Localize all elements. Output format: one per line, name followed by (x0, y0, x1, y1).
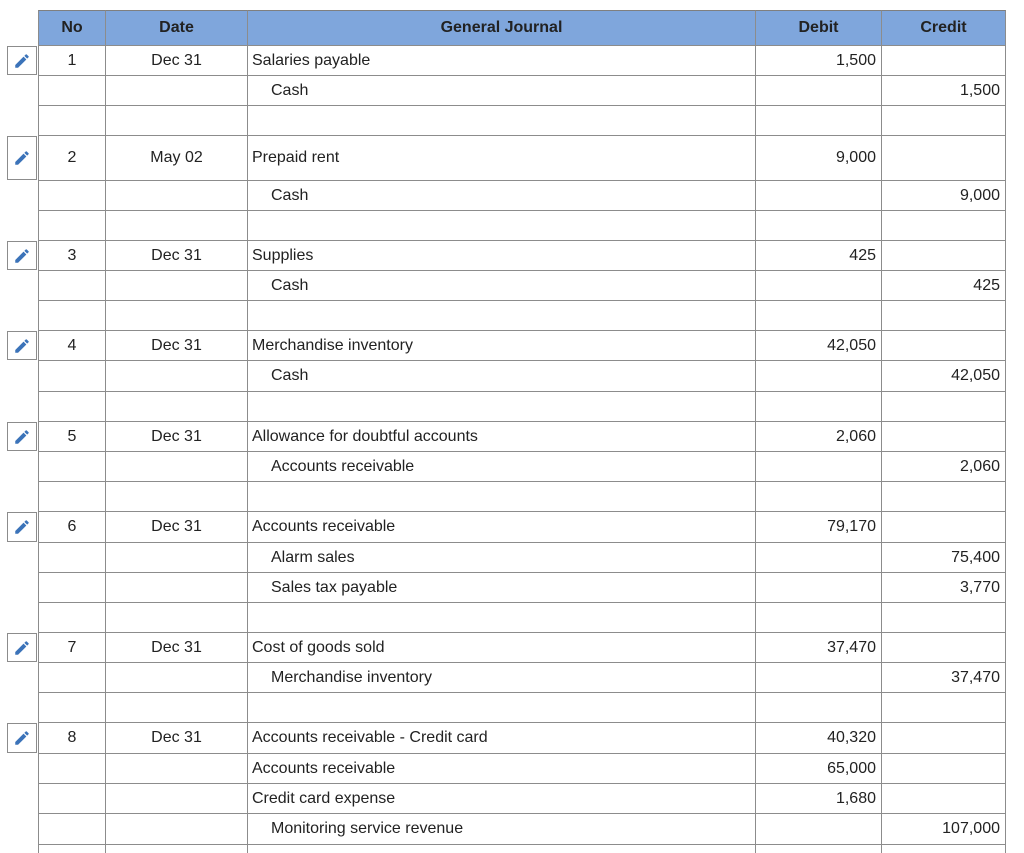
cell-account: Accounts receivable - Credit card (247, 722, 755, 753)
cell-no (38, 300, 105, 330)
table-header (0, 10, 1024, 45)
cell-date (105, 844, 247, 853)
cell-credit (881, 783, 1006, 813)
cell-account (247, 692, 755, 722)
cell-account (247, 105, 755, 135)
cell-account (247, 391, 755, 421)
table-row-blank (0, 844, 1024, 853)
table-row (0, 542, 1024, 572)
table-row-blank (0, 692, 1024, 722)
pencil-icon (13, 639, 31, 657)
cell-no: 2 (38, 135, 105, 180)
cell-no (38, 753, 105, 783)
cell-debit (755, 542, 881, 572)
cell-no: 4 (38, 330, 105, 360)
table-row (0, 135, 1024, 180)
table-row-blank (0, 602, 1024, 632)
pencil-icon (13, 518, 31, 536)
cell-account: Cash (247, 180, 755, 210)
cell-debit (755, 180, 881, 210)
table-row-blank (0, 210, 1024, 240)
cell-debit: 2,060 (755, 421, 881, 451)
cell-account (247, 300, 755, 330)
cell-account: Sales tax payable (247, 572, 755, 602)
pencil-icon (13, 729, 31, 747)
cell-no: 7 (38, 632, 105, 662)
table-row (0, 783, 1024, 813)
cell-account: Cash (247, 75, 755, 105)
cell-no (38, 813, 105, 844)
cell-credit (881, 105, 1006, 135)
table-row (0, 360, 1024, 391)
cell-debit: 42,050 (755, 330, 881, 360)
cell-debit: 37,470 (755, 632, 881, 662)
edit-entry-button[interactable] (7, 512, 37, 542)
table-row (0, 180, 1024, 210)
table-row (0, 45, 1024, 75)
cell-debit: 65,000 (755, 753, 881, 783)
cell-account: Credit card expense (247, 783, 755, 813)
cell-no (38, 360, 105, 391)
cell-credit (881, 210, 1006, 240)
cell-debit: 40,320 (755, 722, 881, 753)
cell-debit (755, 300, 881, 330)
header-no: No (38, 10, 105, 45)
table-row-blank (0, 481, 1024, 511)
cell-account: Monitoring service revenue (247, 813, 755, 844)
cell-date: Dec 31 (105, 632, 247, 662)
table-row (0, 330, 1024, 360)
table-row (0, 632, 1024, 662)
cell-date (105, 270, 247, 300)
cell-no (38, 180, 105, 210)
cell-credit (881, 481, 1006, 511)
cell-credit: 3,770 (881, 572, 1006, 602)
cell-credit: 107,000 (881, 813, 1006, 844)
cell-credit: 42,050 (881, 360, 1006, 391)
cell-credit (881, 844, 1006, 853)
cell-date: May 02 (105, 135, 247, 180)
cell-credit (881, 330, 1006, 360)
cell-account: Prepaid rent (247, 135, 755, 180)
cell-no (38, 602, 105, 632)
table-row (0, 572, 1024, 602)
cell-debit (755, 662, 881, 692)
cell-date (105, 753, 247, 783)
cell-credit (881, 391, 1006, 421)
header-credit: Credit (881, 10, 1006, 45)
cell-no: 6 (38, 511, 105, 542)
cell-credit (881, 632, 1006, 662)
table-row (0, 451, 1024, 481)
cell-credit (881, 722, 1006, 753)
cell-account: Merchandise inventory (247, 662, 755, 692)
cell-account: Accounts receivable (247, 451, 755, 481)
cell-debit (755, 270, 881, 300)
cell-date: Dec 31 (105, 511, 247, 542)
cell-debit (755, 602, 881, 632)
cell-debit (755, 105, 881, 135)
table-row (0, 662, 1024, 692)
table-row-blank (0, 300, 1024, 330)
table-row-blank (0, 391, 1024, 421)
cell-credit (881, 511, 1006, 542)
table-row (0, 270, 1024, 300)
cell-no (38, 542, 105, 572)
cell-debit (755, 572, 881, 602)
cell-account: Merchandise inventory (247, 330, 755, 360)
cell-account: Cash (247, 360, 755, 391)
cell-no (38, 75, 105, 105)
cell-date: Dec 31 (105, 330, 247, 360)
cell-account: Cash (247, 270, 755, 300)
cell-date (105, 692, 247, 722)
header-debit: Debit (755, 10, 881, 45)
edit-entry-button[interactable] (7, 136, 37, 180)
cell-no (38, 662, 105, 692)
cell-credit (881, 45, 1006, 75)
edit-entry-button[interactable] (7, 723, 37, 753)
cell-credit (881, 421, 1006, 451)
cell-debit: 425 (755, 240, 881, 270)
cell-debit (755, 481, 881, 511)
cell-no (38, 391, 105, 421)
cell-debit (755, 451, 881, 481)
cell-no (38, 451, 105, 481)
cell-date (105, 813, 247, 844)
cell-date (105, 542, 247, 572)
cell-date (105, 105, 247, 135)
cell-date (105, 662, 247, 692)
table-row-blank (0, 105, 1024, 135)
cell-credit (881, 240, 1006, 270)
cell-credit: 75,400 (881, 542, 1006, 572)
table-row (0, 240, 1024, 270)
cell-date (105, 451, 247, 481)
header-date: Date (105, 10, 247, 45)
cell-no (38, 105, 105, 135)
cell-no (38, 692, 105, 722)
cell-credit (881, 692, 1006, 722)
cell-account: Accounts receivable (247, 511, 755, 542)
table-row (0, 813, 1024, 844)
cell-account: Cost of goods sold (247, 632, 755, 662)
cell-debit: 1,680 (755, 783, 881, 813)
cell-account (247, 210, 755, 240)
cell-debit (755, 75, 881, 105)
cell-no: 1 (38, 45, 105, 75)
cell-account: Supplies (247, 240, 755, 270)
edit-entry-button[interactable] (7, 331, 37, 360)
cell-no (38, 783, 105, 813)
cell-debit: 9,000 (755, 135, 881, 180)
edit-entry-button[interactable] (7, 241, 37, 270)
cell-date: Dec 31 (105, 45, 247, 75)
edit-entry-button[interactable] (7, 46, 37, 75)
cell-credit: 1,500 (881, 75, 1006, 105)
table-row (0, 753, 1024, 783)
cell-credit: 2,060 (881, 451, 1006, 481)
cell-debit (755, 813, 881, 844)
cell-date (105, 360, 247, 391)
table-bottom-border (38, 844, 1006, 845)
cell-no (38, 270, 105, 300)
cell-account: Allowance for doubtful accounts (247, 421, 755, 451)
pencil-icon (13, 247, 31, 265)
cell-date (105, 75, 247, 105)
cell-debit: 79,170 (755, 511, 881, 542)
header-general-journal: General Journal (247, 10, 755, 45)
edit-entry-button[interactable] (7, 633, 37, 662)
pencil-icon (13, 337, 31, 355)
cell-debit (755, 391, 881, 421)
pencil-icon (13, 428, 31, 446)
cell-debit (755, 210, 881, 240)
cell-debit (755, 692, 881, 722)
cell-account: Salaries payable (247, 45, 755, 75)
cell-no (38, 481, 105, 511)
cell-no: 3 (38, 240, 105, 270)
cell-account: Accounts receivable (247, 753, 755, 783)
cell-account (247, 481, 755, 511)
cell-date: Dec 31 (105, 421, 247, 451)
cell-date (105, 481, 247, 511)
pencil-icon (13, 52, 31, 70)
cell-account (247, 844, 755, 853)
table-row (0, 421, 1024, 451)
cell-credit: 37,470 (881, 662, 1006, 692)
cell-credit (881, 300, 1006, 330)
table-row (0, 511, 1024, 542)
cell-date (105, 391, 247, 421)
table-row (0, 722, 1024, 753)
edit-entry-button[interactable] (7, 422, 37, 451)
cell-no (38, 572, 105, 602)
cell-date (105, 210, 247, 240)
cell-credit: 425 (881, 270, 1006, 300)
cell-date (105, 572, 247, 602)
cell-credit (881, 753, 1006, 783)
cell-credit (881, 135, 1006, 180)
cell-date: Dec 31 (105, 722, 247, 753)
cell-date: Dec 31 (105, 240, 247, 270)
cell-debit (755, 360, 881, 391)
cell-no (38, 844, 105, 853)
cell-debit (755, 844, 881, 853)
cell-no (38, 210, 105, 240)
cell-credit (881, 602, 1006, 632)
cell-no: 8 (38, 722, 105, 753)
cell-date (105, 180, 247, 210)
cell-credit: 9,000 (881, 180, 1006, 210)
cell-account: Alarm sales (247, 542, 755, 572)
cell-account (247, 602, 755, 632)
cell-date (105, 783, 247, 813)
cell-date (105, 300, 247, 330)
cell-date (105, 602, 247, 632)
table-row (0, 75, 1024, 105)
pencil-icon (13, 149, 31, 167)
cell-no: 5 (38, 421, 105, 451)
cell-debit: 1,500 (755, 45, 881, 75)
